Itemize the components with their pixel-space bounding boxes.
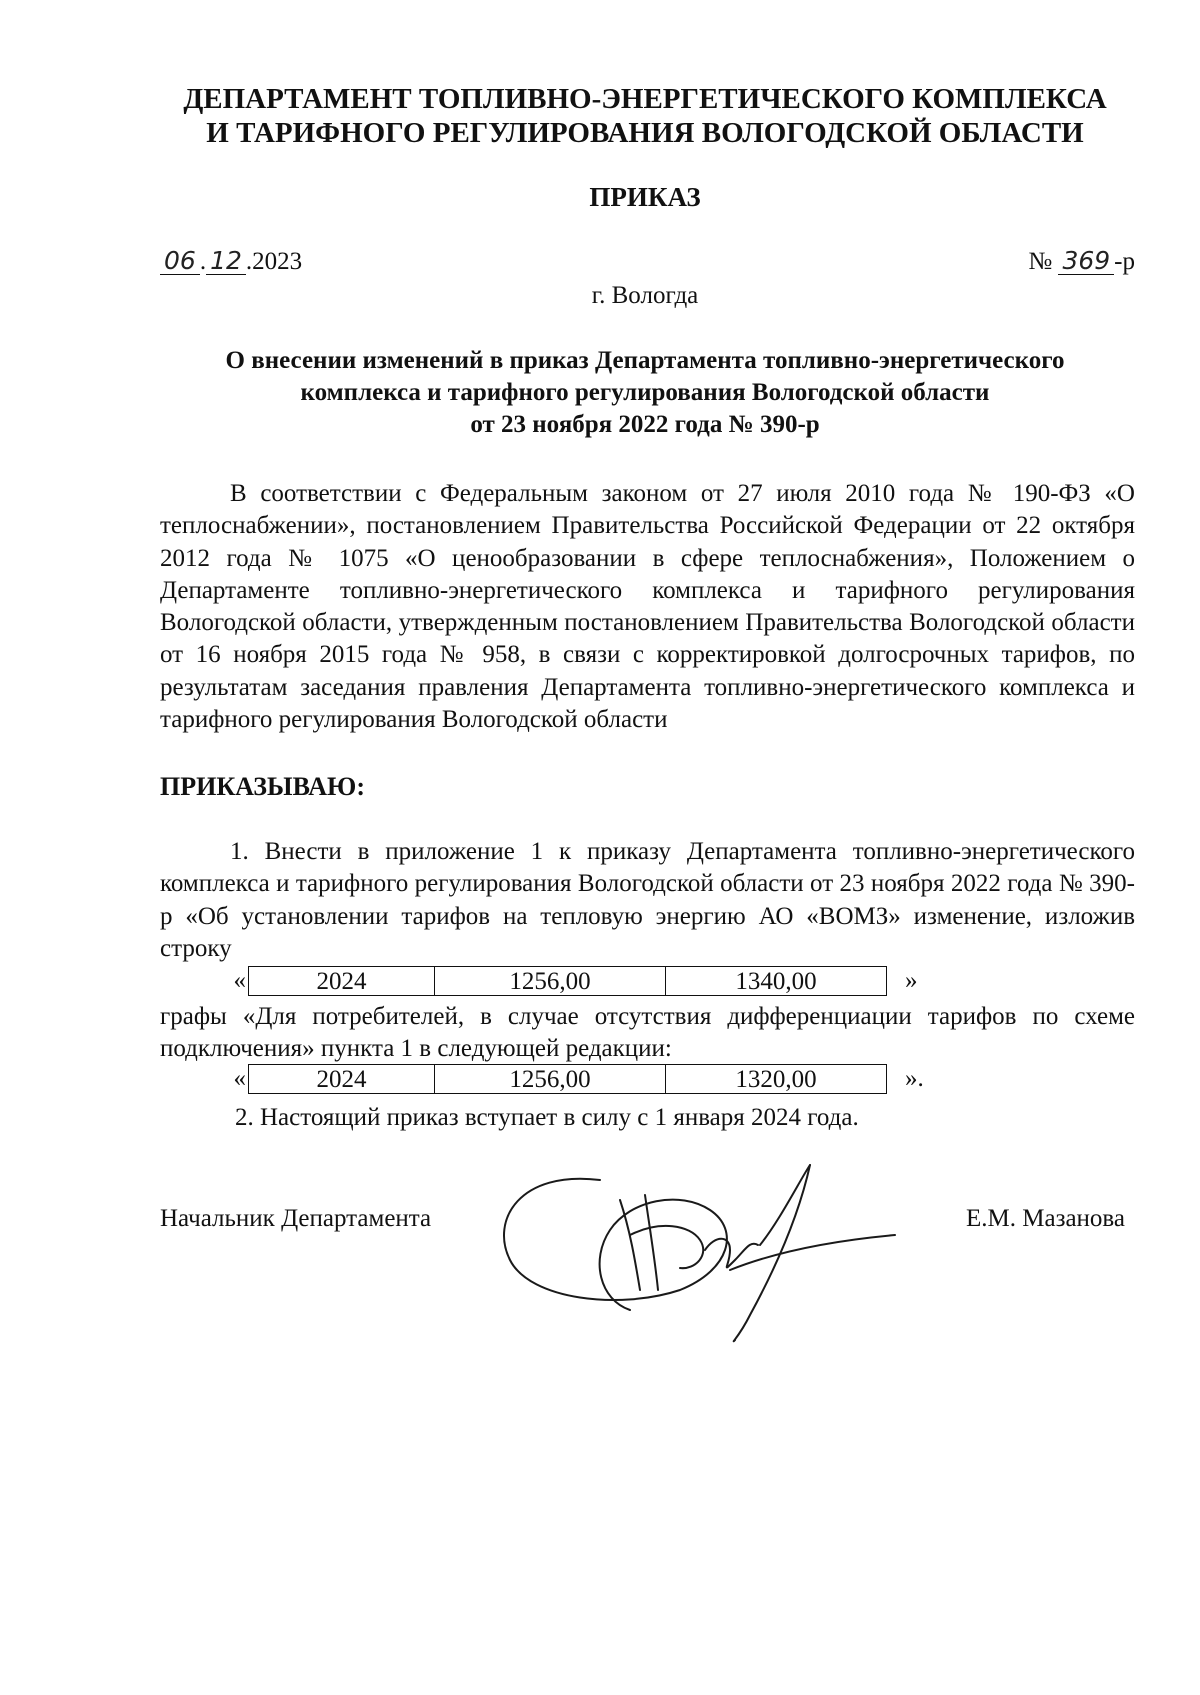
subject-line2: комплекса и тарифного регулирования Вологодской области <box>300 379 990 406</box>
department-title <box>150 82 1140 150</box>
order-date <box>160 248 302 276</box>
order-number-suffix: -р <box>1114 248 1135 275</box>
signatory-name: Е.М. Мазанова <box>966 1205 1125 1232</box>
date-month-handwritten: 12 <box>206 248 246 275</box>
table-row <box>249 967 887 996</box>
new-row-value1: 1256,00 <box>435 1065 666 1094</box>
order-number <box>1028 248 1135 276</box>
old-tariff-table <box>248 966 887 996</box>
order-number-prefix: № <box>1028 248 1059 275</box>
orders-heading: ПРИКАЗЫВАЮ: <box>160 772 365 801</box>
signatory-position: Начальник Департамента <box>160 1205 432 1232</box>
handwritten-signature <box>480 1140 900 1350</box>
table-row <box>249 1065 887 1094</box>
item-1-paragraph: 1. Внести в приложение 1 к приказу Департамента топливно-энергетического комплекса и тарифного регулирования Вологодской области от 23 ноября 2022 года № 390-р «Об установлении тарифов на тепловую энергию АО «ВОМЗ» изменение, изложив строку <box>160 838 1135 962</box>
date-day-handwritten: 06 <box>160 248 200 275</box>
old-row-value1: 1256,00 <box>435 967 666 996</box>
subject-line1: О внесении изменений в приказ Департамента топливно-энергетического <box>225 347 1065 374</box>
subject-line3: от 23 ноября 2022 года № 390-р <box>470 411 820 438</box>
old-row-value2: 1340,00 <box>666 967 887 996</box>
old-tariff-row <box>228 966 918 996</box>
item-2-paragraph: 2. Настоящий приказ вступает в силу с 1 января 2024 года. <box>235 1104 859 1131</box>
date-year: .2023 <box>245 248 303 275</box>
document-type: ПРИКАЗ <box>589 182 701 212</box>
column-description-paragraph: графы «Для потребителей, в случае отсутствия дифференциации тарифов по схеме подключения» пункта 1 в следующей редакции: <box>160 1003 1135 1063</box>
department-title-line1: ДЕПАРТАМЕНТ ТОПЛИВНО-ЭНЕРГЕТИЧЕСКОГО КОМПЛЕКСА <box>183 83 1107 115</box>
department-title-line2: И ТАРИФНОГО РЕГУЛИРОВАНИЯ ВОЛОГОДСКОЙ ОБЛАСТИ <box>206 117 1084 149</box>
new-row-value2: 1320,00 <box>666 1065 887 1094</box>
preamble-paragraph: В соответствии с Федеральным законом от 27 июля 2010 года № 190-ФЗ «О теплоснабжении», постановлением Правительства Российской Федерации от 22 октября 2012 года № 1075 «О ценообразовании в сфере теплоснабжения», Положением о Департаменте топливно-энергетического комплекса и тарифного регулирования Вологодской области, утвержденным постановлением Правительства Вологодской области от 16 ноября 2015 года № 958, в связи с корректировкой долгосрочных тарифов, по результатам заседания правления Департамента топливно-энергетического комплекса и тарифного регулирования Вологодской области <box>160 480 1135 734</box>
old-row-year: 2024 <box>249 967 435 996</box>
old-row-open-quote: « <box>233 967 246 994</box>
date-separator: . <box>199 248 207 275</box>
city: г. Вологда <box>591 282 699 309</box>
order-subject <box>150 345 1140 441</box>
new-row-open-quote: « <box>233 1065 246 1092</box>
old-row-close-quote: » <box>905 967 918 994</box>
new-tariff-row <box>228 1064 924 1094</box>
new-tariff-table <box>248 1064 887 1094</box>
order-number-handwritten: 369 <box>1058 248 1114 275</box>
new-row-close-quote: ». <box>905 1065 924 1092</box>
new-row-year: 2024 <box>249 1065 435 1094</box>
